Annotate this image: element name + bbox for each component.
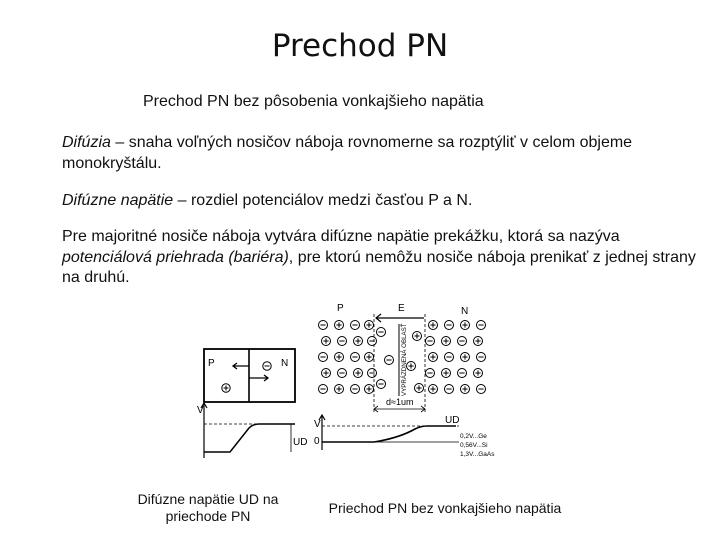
axis-label-v: V	[314, 419, 321, 430]
n-side-carrier	[426, 337, 435, 346]
p-side-carrier	[354, 337, 363, 346]
voltage-gaas: 1,3V...GaAs	[460, 451, 495, 458]
diffusion-voltage-figure	[197, 345, 308, 460]
n-side-carriers	[407, 321, 486, 394]
potential-curve	[322, 426, 456, 442]
p-side-carrier	[351, 321, 360, 330]
p-side-carrier	[335, 385, 344, 394]
n-side-carrier	[445, 353, 454, 362]
hole-flow-arrow	[249, 375, 268, 381]
term-potential-barrier: potenciálová priehrada (bariéra)	[62, 248, 289, 266]
diffusion-voltage-definition: – rozdiel potenciálov medzi časťou P a N.	[173, 192, 473, 209]
depletion-ion	[377, 380, 386, 389]
n-side-carrier	[458, 369, 467, 378]
p-side-carrier	[365, 385, 374, 394]
n-side-carrier	[477, 321, 486, 330]
slide-subtitle: Prechod PN bez pôsobenia vonkajšieho napätia	[143, 93, 484, 110]
term-diffusion: Difúzia	[62, 134, 111, 151]
p-side-carrier	[322, 337, 331, 346]
axis-label-v: V	[197, 405, 204, 416]
p-side-carriers	[319, 321, 394, 394]
n-side-carrier	[442, 337, 451, 346]
n-side-carrier	[461, 353, 470, 362]
term-diffusion-voltage: Difúzne napätie	[62, 192, 174, 209]
depletion-ion	[415, 384, 424, 393]
slide-title: Prechod PN	[271, 28, 449, 64]
hole-carrier	[222, 384, 230, 392]
paragraph-diffusion	[62, 133, 702, 174]
depletion-region-label: VYPRÁZDNENÁ OBLASŤ	[401, 323, 408, 396]
n-side-carrier	[458, 337, 467, 346]
axis-zero: 0	[314, 436, 320, 447]
caption-left: Difúzne napätie UD na priechode PN	[137, 491, 279, 524]
paragraph-barrier	[62, 227, 702, 289]
label-ud: UD	[293, 437, 308, 448]
voltage-si: 0,56V...Si	[460, 442, 488, 449]
p-side-carrier	[335, 353, 344, 362]
n-side-carrier	[477, 385, 486, 394]
p-side-carrier	[322, 369, 331, 378]
voltage-ge: 0,2V...Ge	[460, 433, 487, 440]
n-side-carrier	[474, 337, 483, 346]
electron-flow-arrow	[233, 363, 249, 369]
p-side-carrier	[351, 353, 360, 362]
label-n: N	[461, 306, 469, 317]
paragraph-diffusion-voltage	[62, 191, 702, 212]
p-side-carrier	[368, 337, 377, 346]
p-side-carrier	[319, 321, 328, 330]
p-side-carrier	[351, 385, 360, 394]
n-side-carrier	[442, 369, 451, 378]
p-side-carrier	[365, 353, 374, 362]
p-side-carrier	[365, 321, 374, 330]
pn-junction-figure	[311, 300, 493, 465]
p-side-carrier	[368, 369, 377, 378]
p-side-carrier	[338, 337, 347, 346]
width-label: d≈1um	[386, 397, 414, 407]
caption-right: Priechod PN bez vonkajšieho napätia	[328, 500, 562, 516]
label-p: P	[208, 358, 215, 369]
electron-carrier	[263, 362, 271, 370]
depletion-ion	[385, 356, 394, 365]
n-side-carrier	[429, 385, 438, 394]
n-side-carrier	[445, 321, 454, 330]
pn-block	[204, 349, 295, 402]
diffusion-definition: – snaha voľných nosičov náboja rovnomerne sa rozptýliť v celom objeme monokryštálu.	[62, 134, 633, 172]
n-side-carrier	[477, 353, 486, 362]
depletion-ion	[413, 332, 422, 341]
n-side-carrier	[461, 321, 470, 330]
depletion-ion	[377, 328, 386, 337]
n-side-carrier	[445, 385, 454, 394]
n-side-carrier	[461, 385, 470, 394]
barrier-text-end: , pre ktorú nemôžu nosiče náboja prenikať z jednej strany na druhú.	[62, 248, 696, 286]
n-side-carrier	[426, 369, 435, 378]
p-side-carrier	[354, 369, 363, 378]
label-p: P	[337, 303, 344, 314]
p-side-carrier	[319, 385, 328, 394]
label-n: N	[281, 358, 289, 369]
p-side-carrier	[335, 321, 344, 330]
p-side-carrier	[338, 369, 347, 378]
p-side-carrier	[319, 353, 328, 362]
n-side-carrier	[474, 369, 483, 378]
potential-curve	[204, 424, 295, 452]
label-e: E	[398, 303, 405, 314]
barrier-text-start: Pre majoritné nosiče náboja vytvára difúzne napätie prekážku, ktorá sa nazýva	[62, 228, 620, 245]
label-ud: UD	[445, 415, 460, 426]
n-side-carrier	[429, 353, 438, 362]
n-side-carrier	[429, 321, 438, 330]
